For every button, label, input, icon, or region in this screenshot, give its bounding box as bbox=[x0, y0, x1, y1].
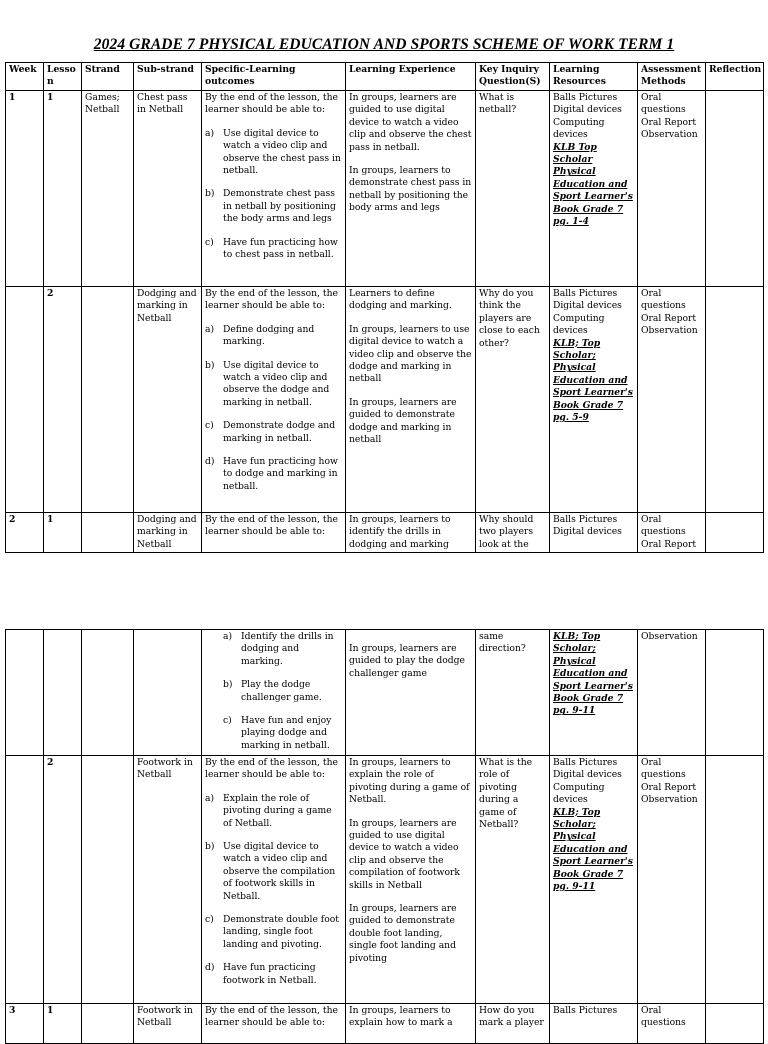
resources-cell bbox=[550, 756, 638, 1004]
inquiry-cell: Why do you think the players are close to each other? bbox=[476, 287, 550, 513]
header-inquiry: Key Inquiry Question(S) bbox=[476, 63, 550, 91]
header-reflection: Reflection bbox=[706, 63, 764, 91]
lesson-cell: 2 bbox=[44, 287, 82, 513]
outcome-item: b) Demonstrate chest pass in netball by positioning the body arms and legs bbox=[205, 188, 336, 225]
header-strand: Strand bbox=[82, 63, 134, 91]
book-reference: KLB; Top Scholar; Physical Education and Sport Learner's Book Grade 7 pg. 5-9 bbox=[553, 337, 633, 424]
inquiry-cell: Why should two players look at the bbox=[476, 513, 550, 553]
outcome-item: c) Have fun and enjoy playing dodge and marking in netball. bbox=[223, 715, 332, 751]
strand-cell: Games; Netball bbox=[82, 91, 134, 287]
experience-text: In groups, learners are guided to use digital device to watch a video clip and observe the chest pass in netball. bbox=[349, 92, 472, 153]
book-reference: KLB; Top Scholar; Physical Education and Sport Learner's Book Grade 7 pg. 9-11 bbox=[553, 806, 633, 893]
assessment-cell: Oral questions Oral Report bbox=[638, 513, 706, 553]
week-cell: 3 bbox=[6, 1004, 44, 1044]
resources-cell: Balls Pictures bbox=[550, 1004, 638, 1044]
outcome-item: d) Have fun practicing how to dodge and marking in netball. bbox=[205, 456, 338, 492]
resources-text: Balls Pictures Digital devices Computing devices bbox=[553, 92, 622, 141]
lesson-cell: 1 bbox=[44, 1004, 82, 1044]
assessment-cell: Oral questions Oral Report Observation bbox=[638, 91, 706, 287]
outcome-item: a) Define dodging and marking. bbox=[205, 323, 315, 348]
outcomes-intro: By the end of the lesson, the learner should be able to: bbox=[205, 1005, 338, 1029]
strand-cell bbox=[82, 513, 134, 553]
strand-cell bbox=[82, 630, 134, 756]
substrand-cell: Chest pass in Netball bbox=[134, 91, 202, 287]
outcome-item: c) Demonstrate double foot landing, single foot landing and pivoting. bbox=[205, 914, 339, 950]
week-cell bbox=[6, 287, 44, 513]
experience-text: In groups, learners to explain how to mark a bbox=[349, 1005, 453, 1029]
outcomes-intro: By the end of the lesson, the learner should be able to: bbox=[205, 288, 338, 312]
resources-cell bbox=[550, 91, 638, 287]
experience-text: In groups, learners to explain the role of pivoting during a game of Netball. bbox=[349, 757, 470, 806]
week-cell bbox=[6, 630, 44, 756]
header-substrand: Sub-strand bbox=[134, 63, 202, 91]
reflection-cell bbox=[706, 91, 764, 287]
header-lesson: Lesso n bbox=[44, 63, 82, 91]
outcomes-intro: By the end of the lesson, the learner should be able to: bbox=[205, 514, 338, 538]
experience-cell bbox=[346, 756, 476, 1004]
outcome-item: b) Use digital device to watch a video clip and observe the compilation of footwork skills in Netball. bbox=[205, 841, 336, 902]
outcomes-cell bbox=[202, 756, 346, 1004]
substrand-cell: Footwork in Netball bbox=[134, 756, 202, 1004]
lesson-cell: 1 bbox=[44, 91, 82, 287]
resources-cell: Balls Pictures Digital devices bbox=[550, 513, 638, 553]
assessment-cell: Oral questions bbox=[638, 1004, 706, 1044]
assessment-cell: Observation bbox=[638, 630, 706, 756]
lesson-cell: 2 bbox=[44, 756, 82, 1004]
outcome-item: d) Have fun practicing footwork in Netball. bbox=[205, 962, 317, 986]
inquiry-cell: same direction? bbox=[476, 630, 550, 756]
substrand-cell bbox=[134, 630, 202, 756]
resources-text: Balls Pictures Digital devices Computing devices bbox=[553, 757, 622, 806]
book-reference: KLB; Top Scholar; Physical Education and Sport Learner's Book Grade 7 pg. 9-11 bbox=[553, 631, 633, 717]
outcome-item: a) Explain the role of pivoting during a game of Netball. bbox=[205, 792, 332, 829]
inquiry-cell: What is the role of pivoting during a game of Netball? bbox=[476, 756, 550, 1004]
inquiry-cell: How do you mark a player bbox=[476, 1004, 550, 1044]
scheme-table-continued bbox=[5, 629, 764, 1004]
experience-text: In groups, learners are guided to demonstrate double foot landing, single foot landing and pivoting bbox=[349, 903, 457, 964]
experience-cell bbox=[346, 630, 476, 756]
table-row bbox=[6, 287, 764, 513]
table-row bbox=[6, 630, 764, 756]
header-resources: Learning Resources bbox=[550, 63, 638, 91]
outcomes-cell bbox=[202, 287, 346, 513]
outcome-item: c) Demonstrate dodge and marking in netball. bbox=[205, 420, 336, 444]
experience-cell bbox=[346, 513, 476, 553]
inquiry-cell: What is netball? bbox=[476, 91, 550, 287]
reflection-cell bbox=[706, 513, 764, 553]
week-cell bbox=[6, 756, 44, 1004]
table-row bbox=[6, 91, 764, 287]
experience-text: In groups, learners are guided to use digital device to watch a video clip and observe the compilation of footwork skills in Netball bbox=[349, 817, 460, 891]
substrand-cell: Dodging and marking in Netball bbox=[134, 287, 202, 513]
outcome-item: c) Have fun practicing how to chest pass in netball. bbox=[205, 236, 338, 261]
experience-cell bbox=[346, 287, 476, 513]
outcome-item: a) Use digital device to watch a video clip and observe the chest pass in netball. bbox=[205, 127, 341, 177]
book-reference: KLB Top Scholar Physical Education and Sport Learner's Book Grade 7 pg. 1-4 bbox=[553, 141, 633, 228]
substrand-cell: Footwork in Netball bbox=[134, 1004, 202, 1044]
table-header-row bbox=[6, 63, 764, 91]
outcome-item: b) Play the dodge challenger game. bbox=[223, 679, 322, 703]
assessment-cell: Oral questions Oral Report Observation bbox=[638, 287, 706, 513]
assessment-cell: Oral questions Oral Report Observation bbox=[638, 756, 706, 1004]
strand-cell bbox=[82, 287, 134, 513]
resources-cell bbox=[550, 287, 638, 513]
header-experience: Learning Experience bbox=[346, 63, 476, 91]
experience-text: In groups, learners to use digital device to watch a video clip and observe the dodge and marking in netball bbox=[349, 323, 472, 385]
outcome-item: a) Identify the drills in dodging and marking. bbox=[223, 631, 334, 667]
substrand-cell: Dodging and marking in Netball bbox=[134, 513, 202, 553]
page-title: 2024 GRADE 7 PHYSICAL EDUCATION AND SPORTS SCHEME OF WORK TERM 1 bbox=[93, 36, 675, 53]
reflection-cell bbox=[706, 756, 764, 1004]
scheme-table bbox=[5, 62, 764, 553]
outcomes-cell bbox=[202, 91, 346, 287]
outcomes-cell bbox=[202, 630, 346, 756]
reflection-cell bbox=[706, 630, 764, 756]
week-cell: 2 bbox=[6, 513, 44, 553]
reflection-cell bbox=[706, 287, 764, 513]
header-outcomes: Specific-Learning outcomes bbox=[202, 63, 346, 91]
lesson-cell bbox=[44, 630, 82, 756]
header-assessment: Assessment Methods bbox=[638, 63, 706, 91]
resources-cell bbox=[550, 630, 638, 756]
strand-cell bbox=[82, 756, 134, 1004]
table-row bbox=[6, 756, 764, 1004]
experience-text: In groups, learners to demonstrate chest pass in netball by positioning the body arms and legs bbox=[349, 165, 472, 214]
outcomes-cell bbox=[202, 513, 346, 553]
outcomes-intro: By the end of the lesson, the learner should be able to: bbox=[205, 92, 338, 116]
resources-text: Balls Pictures Digital devices Computing devices bbox=[553, 288, 622, 337]
experience-text: Learners to define dodging and marking. bbox=[349, 288, 452, 312]
outcomes-intro: By the end of the lesson, the learner should be able to: bbox=[205, 757, 338, 781]
header-week: Week bbox=[6, 63, 44, 91]
table-row bbox=[6, 513, 764, 553]
experience-cell bbox=[346, 91, 476, 287]
week-cell: 1 bbox=[6, 91, 44, 287]
experience-text: In groups, learners to identify the drills in dodging and marking bbox=[349, 514, 451, 550]
outcome-item: b) Use digital device to watch a video clip and observe the dodge and marking in netball. bbox=[205, 359, 330, 408]
lesson-cell: 1 bbox=[44, 513, 82, 553]
experience-text: In groups, learners are guided to play the dodge challenger game bbox=[349, 643, 465, 679]
experience-text: In groups, learners are guided to demonstrate dodge and marking in netball bbox=[349, 396, 457, 446]
